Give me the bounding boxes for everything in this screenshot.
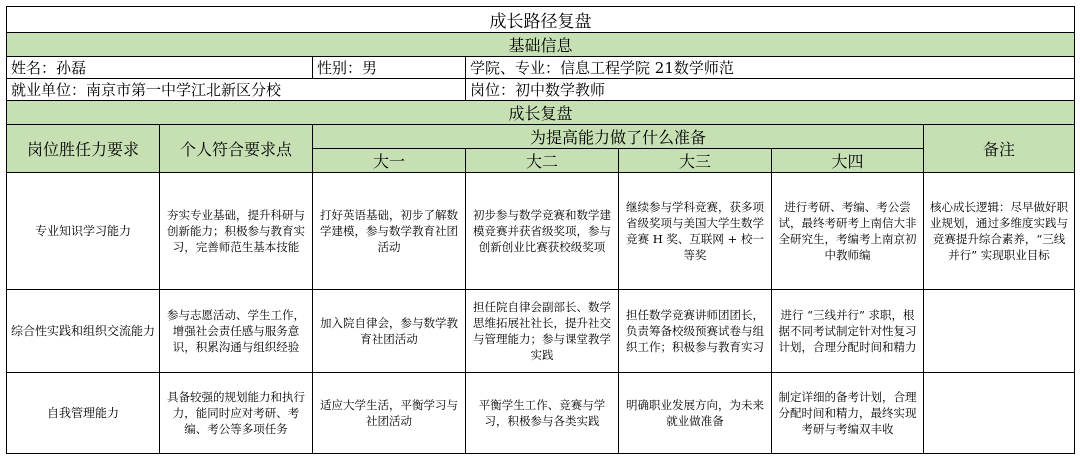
year-3-cell: 明确职业发展方向，为未来就业做准备 — [619, 373, 772, 454]
match-cell: 夯实专业基础，提升科研与创新能力；积极参与教育实习，完善师范生基本技能 — [160, 173, 313, 290]
year-3-cell: 担任数学竞赛讲师团团长，负责筹备校级预赛试卷与组织工作；积极参与教育实习 — [619, 290, 772, 373]
year-2-cell: 初步参与数学竞赛和数学建模竞赛并获省级奖项，参与创新创业比赛获校级奖项 — [466, 173, 619, 290]
basic-info-header: 基础信息 — [7, 33, 1075, 57]
notes-cell — [924, 373, 1075, 454]
notes-cell — [924, 290, 1075, 373]
table-row — [7, 173, 1075, 290]
college-field: 学院、专业：信息工程学院 21数学师范 — [466, 57, 1075, 79]
table-row — [7, 290, 1075, 373]
year-1-cell: 打好英语基础，初步了解数学建模，参与数学教育社团活动 — [313, 173, 466, 290]
employer-field: 就业单位：南京市第一中学江北新区分校 — [7, 79, 466, 101]
table-row — [7, 373, 1075, 454]
ability-cell: 专业知识学习能力 — [7, 173, 160, 290]
year-1-header: 大一 — [313, 149, 466, 173]
year-4-cell: 进行 “三线并行” 求职，根据不同考试制定针对性复习计划，合理分配时间和精力 — [772, 290, 924, 373]
ability-column-header: 岗位胜任力要求 — [7, 125, 160, 173]
year-2-cell: 担任院自律会副部长、数学思维拓展社社长，提升社交与管理能力；参与课堂教学实践 — [466, 290, 619, 373]
year-4-header: 大四 — [772, 149, 924, 173]
ability-cell: 自我管理能力 — [7, 373, 160, 454]
position-field: 岗位：初中数学教师 — [466, 79, 1075, 101]
year-3-cell: 继续参与学科竞赛，获多项省级奖项与美国大学生数学竞赛 H 奖、互联网 + 校一等奖 — [619, 173, 772, 290]
year-2-cell: 平衡学生工作、竞赛与学习，积极参与各类实践 — [466, 373, 619, 454]
match-column-header: 个人符合要求点 — [160, 125, 313, 173]
growth-review-table — [6, 6, 1075, 454]
match-cell: 具备较强的规划能力和执行力，能同时应对考研、考编、考公等多项任务 — [160, 373, 313, 454]
growth-review-header: 成长复盘 — [7, 101, 1075, 125]
notes-cell: 核心成长逻辑：尽早做好职业规划，通过多维度实践与竞赛提升综合素养，“三线并行” 实现职业目标 — [924, 173, 1075, 290]
preparation-column-header: 为提高能力做了什么准备 — [313, 125, 924, 149]
match-cell: 参与志愿活动、学生工作，增强社会责任感与服务意识，积累沟通与组织经验 — [160, 290, 313, 373]
year-1-cell: 加入院自律会，参与数学教育社团活动 — [313, 290, 466, 373]
name-field: 姓名：孙磊 — [7, 57, 313, 79]
ability-cell: 综合性实践和组织交流能力 — [7, 290, 160, 373]
gender-field: 性别：男 — [313, 57, 466, 79]
notes-column-header: 备注 — [924, 125, 1075, 173]
year-4-cell: 制定详细的备考计划，合理分配时间和精力，最终实现考研与考编双丰收 — [772, 373, 924, 454]
year-2-header: 大二 — [466, 149, 619, 173]
page-title: 成长路径复盘 — [7, 7, 1075, 33]
year-1-cell: 适应大学生活，平衡学习与社团活动 — [313, 373, 466, 454]
year-4-cell: 进行考研、考编、考公尝试，最终考研考上南信大非全研究生，考编考上南京初中教师编 — [772, 173, 924, 290]
year-3-header: 大三 — [619, 149, 772, 173]
